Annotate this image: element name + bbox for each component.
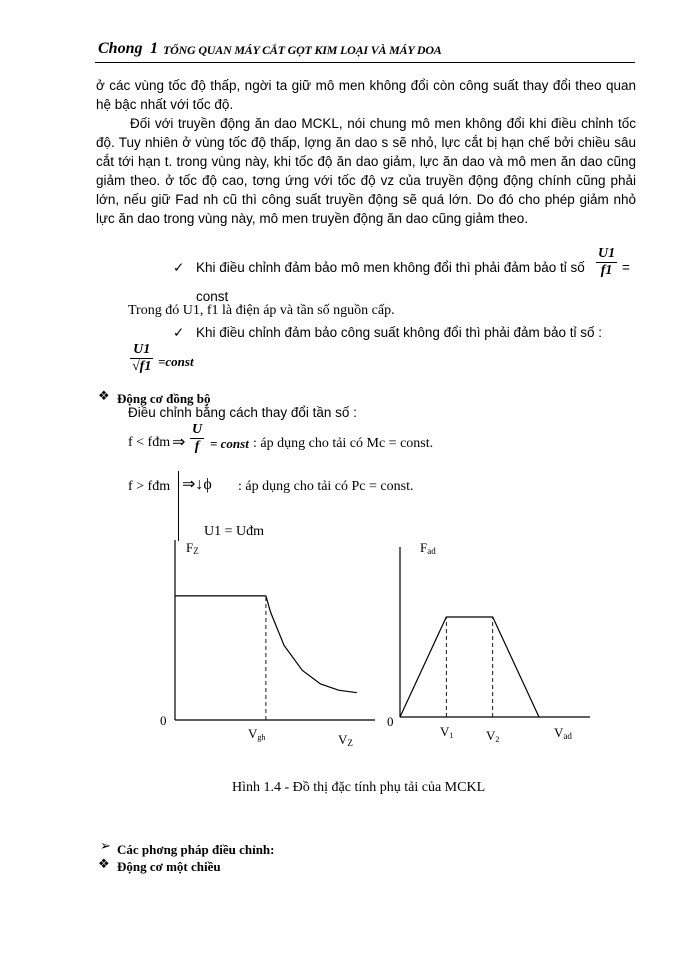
chapter-title: TỔNG QUAN MÁY CẮT GỌT KIM LOẠI VÀ MÁY DOA <box>163 43 442 57</box>
x-tick-label: Vgh <box>248 726 266 742</box>
paragraph-1 <box>96 76 636 114</box>
methods-heading: Các phơng pháp điều chỉnh: <box>117 842 275 857</box>
const-expression: = const <box>210 436 249 451</box>
chapter-word: Chong <box>98 40 143 57</box>
checkmark-icon: ✓ <box>173 325 185 340</box>
const-expression: =const <box>158 354 194 369</box>
figure-caption: Hình 1.4 - Đồ thị đặc tính phụ tải của MCKL <box>232 780 486 795</box>
ratio-u-f <box>190 422 204 455</box>
chart-fz-vz <box>160 540 375 748</box>
condition-low-freq-desc: : áp dụng cho tải có Mc = const. <box>253 436 434 451</box>
const-text: const <box>196 289 229 304</box>
y-axis-label: Fad <box>420 540 436 556</box>
where-text: Trong đó U1, f1 là điện áp và tần số nguồn cấp. <box>128 303 395 318</box>
chapter-number: 1 <box>150 40 158 57</box>
page-header <box>95 40 635 63</box>
x-axis-label: VZ <box>338 732 353 748</box>
chart-fad-vad <box>387 540 590 744</box>
ratio-numerator: U1 <box>598 246 616 261</box>
condition-high-freq: f > fđm <box>128 479 171 494</box>
paragraph-2-text: Đối với truyền động ăn dao MCKL, nói chung mô men không đổi khi điều chỉnh tốc độ. Tuy nhiên ở vùng tốc độ thấp, lợng ăn dao s sẽ nhỏ, lực cắt bị hạn chế bởi chiều sâu cắt tới hạn t. trong vùng này, khi tốc độ ăn dao giảm, lực ăn dao và mô men ăn dao cũng giảm theo. ở tốc độ cao, tơng ứng với tốc độ vz của truyền động động chính cũng phải lớn, nếu giữ Fad nh cũ thì công suất truyền động sẽ quá lớn. Do đó cho phép giảm nhỏ lực ăn dao trong vùng này, mô men truyền động ăn dao cũng giảm theo. <box>96 116 636 226</box>
origin-label: 0 <box>387 714 394 729</box>
arrow-bullet-icon: ➢ <box>100 838 111 853</box>
implies-decrease-phi: ⇒↓ϕ <box>182 476 212 493</box>
checkmark-icon: ✓ <box>173 260 185 275</box>
paragraph-2 <box>96 114 636 228</box>
dc-motor-heading: Động cơ một chiều <box>117 859 221 874</box>
condition-low-freq: f < fđm <box>128 435 171 450</box>
ratio-numerator: U1 <box>130 342 153 359</box>
x-tick-label: V2 <box>486 728 500 744</box>
origin-label: 0 <box>160 713 167 728</box>
ratio-u1-f1 <box>596 246 617 279</box>
ratio-u1-sqrt-f1 <box>130 342 153 375</box>
sync-motor-intro: Điều chỉnh bằng cách thay đổi tần số : <box>128 405 357 420</box>
ratio-denominator: √f1 <box>132 359 152 374</box>
ratio-numerator: U <box>192 422 203 437</box>
diamond-bullet-icon: ❖ <box>98 856 110 871</box>
diamond-bullet-icon: ❖ <box>98 388 110 403</box>
series-line <box>175 596 357 693</box>
sync-motor-heading: Động cơ đồng bộ <box>117 391 211 406</box>
ratio-denominator: f1 <box>600 263 613 278</box>
bullet-2-text: Khi điều chỉnh đảm bảo công suất không đổi thì phải đảm bảo tỉ số : <box>196 325 603 340</box>
bullet-1-text: Khi điều chỉnh đảm bảo mô men không đổi thì phải đảm bảo tỉ số <box>196 260 585 275</box>
x-axis-label: Vad <box>554 725 572 741</box>
voltage-rated: U1 = Uđm <box>204 524 265 539</box>
paragraph-1-text: ở các vùng tốc độ thấp, ngời ta giữ mô men không đổi còn công suất thay đổi theo quan hệ bậc nhất với tốc độ. <box>96 78 636 112</box>
series-line <box>400 617 539 717</box>
y-axis-label: FZ <box>186 540 199 556</box>
condition-high-freq-desc: : áp dụng cho tải có Pc = const. <box>238 479 414 494</box>
figure-1-4 <box>150 525 590 760</box>
ratio-denominator: f <box>194 439 200 454</box>
equals-sign: = <box>622 260 630 275</box>
implies-arrow: ⇒ <box>172 434 186 451</box>
x-tick-label: V1 <box>440 724 454 740</box>
